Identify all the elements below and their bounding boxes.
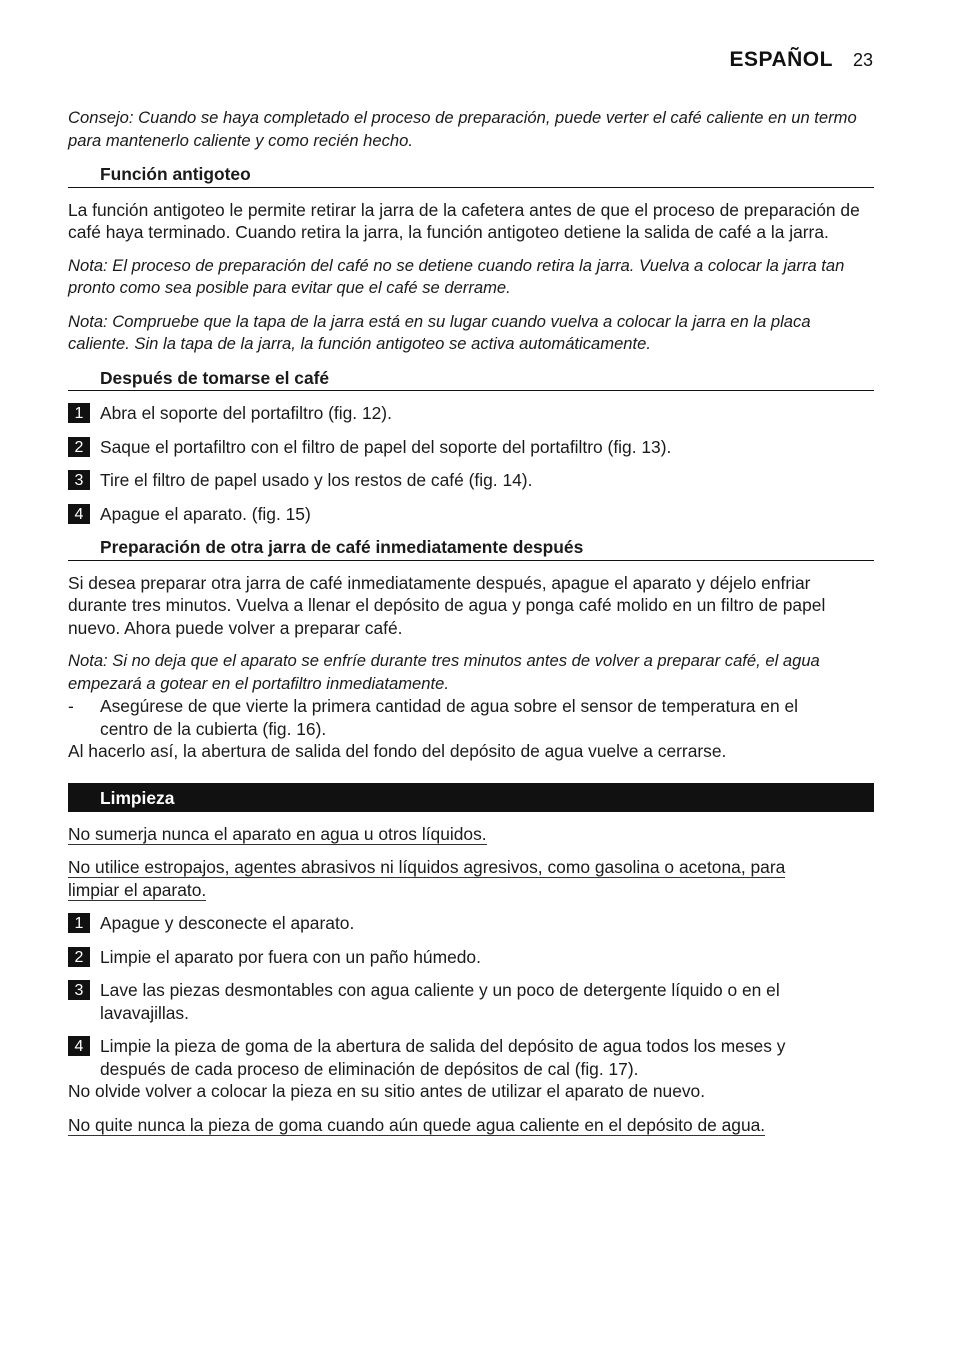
another-note: Nota: Si no deja que el aparato se enfríe durante tres minutos antes de volver a preparar café, el agua empezará a gotear en el portafiltro inmediatamente. [68,651,820,693]
step-number: 1 [68,403,90,423]
antidrip-note-2: Nota: Compruebe que la tapa de la jarra está en su lugar cuando vuelva a colocar la jarra en la placa caliente. Sin la tapa de la jarra, la función antigoteo se activa automáticamente. [68,311,811,353]
step-number: 3 [68,470,90,490]
step-item [68,436,874,459]
dash-text: Asegúrese de que vierte la primera cantidad de agua sobre el sensor de temperatura en el centro de la cubierta (fig. 16). [100,696,798,739]
section-heading-antidrip: Función antigoteo [68,163,874,188]
step-number: 2 [68,437,90,457]
warning-text: No quite nunca la pieza de goma cuando aún quede agua caliente en el depósito de agua. [68,1114,766,1135]
antidrip-body: La función antigoteo le permite retirar la jarra de la cafetera antes de que el proceso de preparación de café haya terminado. Cuando retira la jarra, la función antigoteo detiene la salida de café a la jarra. [68,199,860,242]
step-text: Apague y desconecte el aparato. [100,913,355,933]
after-steps-text: No olvide volver a colocar la pieza en su sitio antes de utilizar el aparato de nuevo. [68,1081,706,1101]
page-number: 23 [852,50,873,70]
section-heading-after-coffee: Después de tomarse el café [68,367,874,392]
step-number: 1 [68,913,90,933]
page-header [730,48,874,72]
step-item [68,469,874,492]
step-number: 4 [68,504,90,524]
step-text: Saque el portafiltro con el filtro de papel del soporte del portafiltro (fig. 13). [100,436,672,457]
dash-item [68,695,874,740]
step-item [68,503,874,526]
step-number: 3 [68,980,90,1000]
step-number: 4 [68,1036,90,1056]
step-text: Apague el aparato. (fig. 15) [100,503,311,524]
warning-text: No utilice estropajos, agentes abrasivos ni líquidos agresivos, como gasolina o acetona, para limpiar el aparato. [68,857,786,900]
after-dash-text: Al hacerlo así, la abertura de salida del fondo del depósito de agua vuelve a cerrarse. [68,741,727,761]
warning-text: No sumerja nunca el aparato en agua u otros líquidos. [68,823,487,844]
cleaning-warning-2 [68,856,874,901]
step-text: Abra el soporte del portafiltro (fig. 12). [100,403,392,423]
step-text: Limpie el aparato por fuera con un paño húmedo. [100,946,481,967]
cleaning-warning-3 [68,1114,874,1137]
page-content [68,107,874,1136]
step-item [68,979,874,1024]
step-item [68,946,874,969]
step-text: Tire el filtro de papel usado y los restos de café (fig. 14). [100,470,533,490]
dash-mark: - [68,696,74,716]
step-number: 2 [68,947,90,967]
language-label: ESPAÑOL [729,48,833,71]
section-heading-another-jug: Preparación de otra jarra de café inmediatamente después [68,536,874,561]
another-body: Si desea preparar otra jarra de café inmediatamente después, apague el aparato y déjelo enfriar durante tres minutos. Vuelva a llenar el depósito de agua y ponga café molido en un filtro de papel nuevo. Ahora puede volver a preparar café. [68,572,826,638]
step-item [68,402,874,425]
step-text: Lave las piezas desmontables con agua caliente y un poco de detergente líquido o en el lavavajillas. [100,980,780,1023]
step-item [68,1035,874,1080]
cleaning-warning-1 [68,823,874,846]
section-heading-cleaning: Limpieza [68,783,874,812]
step-text: Limpie la pieza de goma de la abertura de salida del depósito de agua todos los meses y después de cada proceso de eliminación de depósitos de cal (fig. 17). [100,1036,786,1079]
antidrip-note-1: Nota: El proceso de preparación del café no se detiene cuando retira la jarra. Vuelva a colocar la jarra tan pronto como sea posible para evitar que el café se derrame. [68,255,845,297]
tip-note: Consejo: Cuando se haya completado el proceso de preparación, puede verter el café caliente en un termo para mantenerlo caliente y como recién hecho. [68,108,857,150]
step-item [68,912,874,935]
